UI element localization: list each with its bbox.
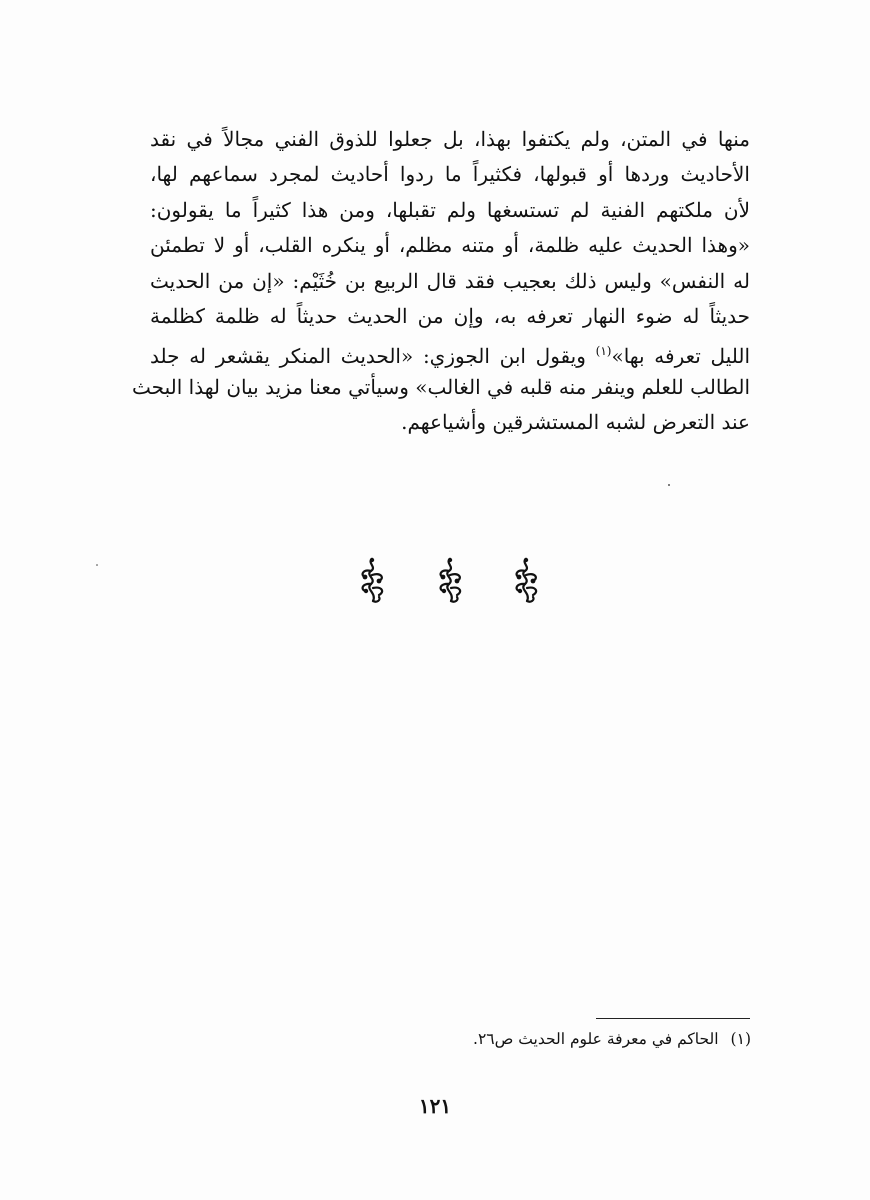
text-segment: ويقول ابن الجوزي: «الحديث المنكر يقشعر له جلد (150, 344, 586, 369)
text-line: «وهذا الحديث عليه ظلمة، أو متنه مظلم، أو ينكره القلب، أو لا تطمئن (150, 233, 750, 258)
floral-ornament-icon (355, 555, 389, 605)
text-segment: الليل تعرفه بها» (611, 344, 750, 369)
text-line: حديثاً له ضوء النهار تعرفه به، وإن من الحديث حديثاً له ظلمة كظلمة (150, 303, 750, 328)
text-line: له النفس» وليس ذلك بعجيب فقد قال الربيع بن خُثَيْم: «إن من الحديث (150, 268, 750, 293)
footnote (300, 1026, 751, 1052)
text-line: الأحاديث وردها أو قبولها، فكثيراً ما ردوا أحاديث لمجرد سماعهم لها، (150, 162, 750, 187)
floral-ornament-icon (509, 555, 543, 605)
text-line: الطالب للعلم وينفر منه قلبه في الغالب» وسيأتي معنا مزيد بيان لهذا البحث (132, 374, 750, 399)
text-line (150, 334, 750, 369)
body-paragraph (132, 122, 750, 441)
footnote-reference[interactable]: (١) (595, 344, 612, 359)
page-number: ١٢١ (418, 1094, 452, 1118)
text-line: منها في المتن، ولم يكتفوا بهذا، بل جعلوا للذوق الفني مجالاً في نقد (150, 127, 750, 151)
footnote-number: (١) (730, 1030, 751, 1048)
text-line: عند التعرض لشبه المستشرقين وأشياعهم. (401, 410, 750, 435)
scan-speck (96, 564, 98, 566)
scan-speck (668, 484, 670, 486)
text-line: لأن ملكتهم الفنية لم تستسغها ولم تقبلها، ومن هذا كثيراً ما يقولون: (150, 197, 750, 222)
floral-ornament-icon (433, 555, 467, 605)
footnote-separator (596, 1018, 750, 1019)
footnote-text: الحاكم في معرفة علوم الحديث ص٢٦. (473, 1030, 719, 1048)
section-divider-ornaments (345, 555, 545, 605)
